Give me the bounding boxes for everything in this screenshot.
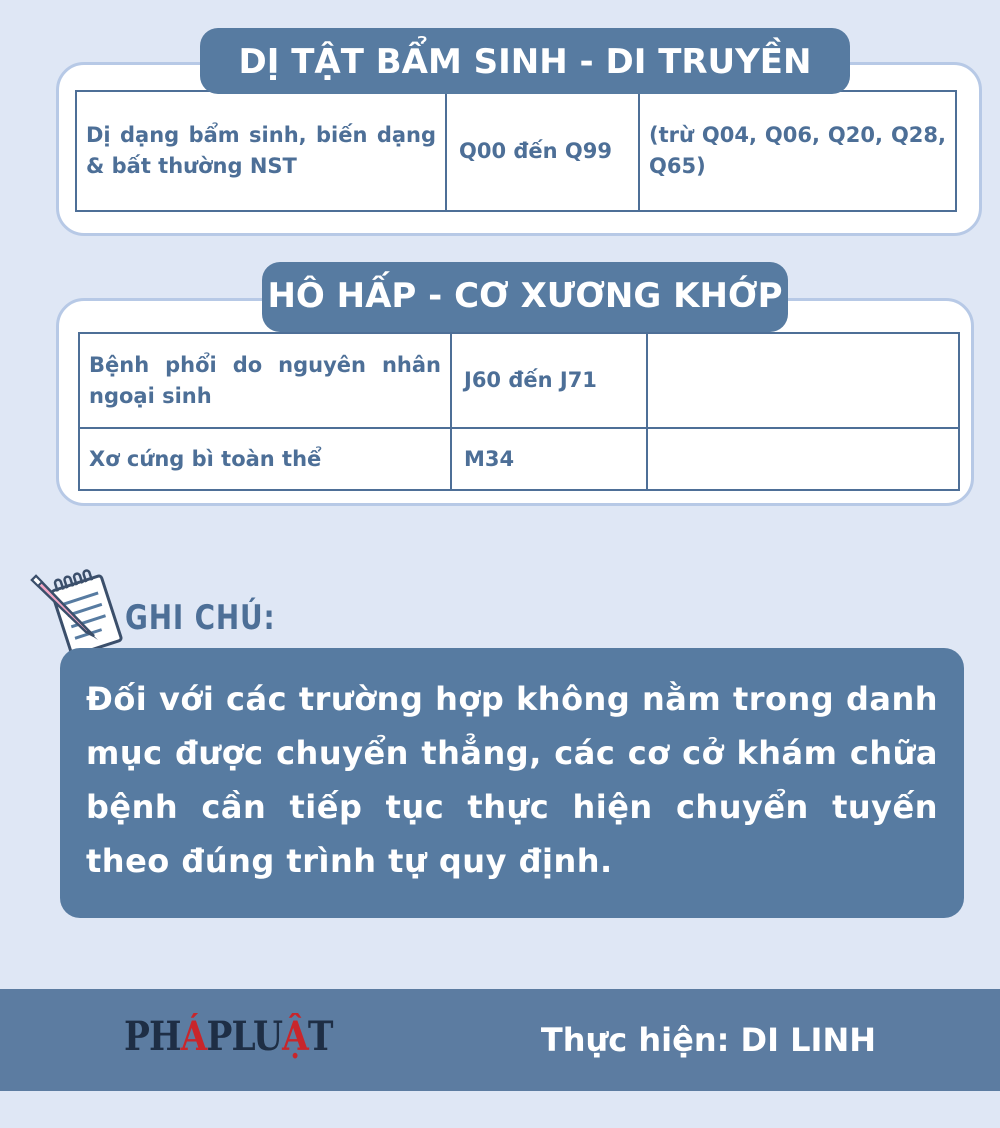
icd-code-cell: Q00 đến Q99 (446, 91, 639, 211)
exception-note-cell (647, 333, 959, 428)
table-row (76, 91, 956, 211)
note-text: Đối với các trường hợp không nằm trong danh mục được chuyển thẳng, các cơ cở khám chữa bệnh cần tiếp tục thực hiện chuyển tuyến theo đúng trình tự quy định. (86, 680, 938, 880)
exception-note-cell (647, 428, 959, 490)
exception-note-cell: (trừ Q04, Q06, Q20, Q28, Q65) (639, 91, 956, 211)
section-dittat-table (75, 90, 957, 212)
table-row (79, 333, 959, 428)
notepad-pencil-icon (30, 566, 130, 658)
disease-name-cell: Xơ cứng bì toàn thể (79, 428, 451, 490)
disease-name-cell: Bệnh phổi do nguyên nhân ngoại sinh (79, 333, 451, 428)
section-hohap-title: HÔ HẤP - CƠ XƯƠNG KHỚP (262, 262, 788, 332)
section-dittat-title: DỊ TẬT BẨM SINH - DI TRUYỀN (200, 28, 850, 94)
footer-bar (0, 989, 1000, 1091)
disease-name-cell: Dị dạng bẩm sinh, biến dạng & bất thường NST (76, 91, 446, 211)
icd-code-cell: J60 đến J71 (451, 333, 647, 428)
section-hohap-table (78, 332, 960, 491)
author-credit: Thực hiện: DI LINH (540, 1021, 876, 1059)
table-row (79, 428, 959, 490)
icd-code-cell: M34 (451, 428, 647, 490)
note-box (60, 648, 964, 918)
phapluat-logo: PHÁPLUẬT (124, 1013, 333, 1060)
note-label: GHI CHÚ: (125, 598, 276, 638)
